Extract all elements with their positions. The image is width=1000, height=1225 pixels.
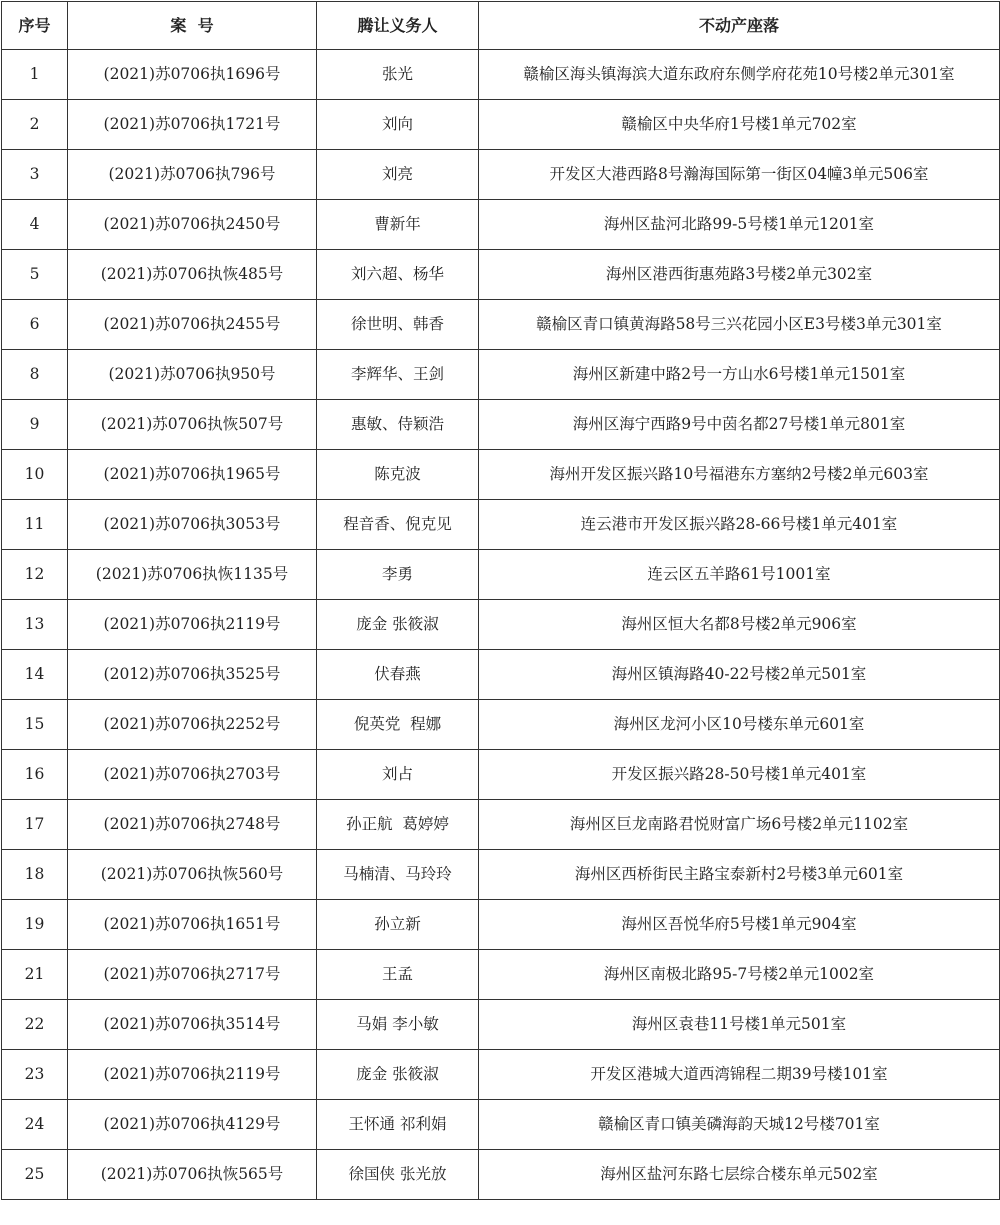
cell-property-location: 海州区港西街惠苑路3号楼2单元302室 bbox=[479, 250, 1000, 300]
cell-property-location: 连云港市开发区振兴路28-66号楼1单元401室 bbox=[479, 500, 1000, 550]
cell-property-location: 开发区港城大道西湾锦程二期39号楼101室 bbox=[479, 1050, 1000, 1100]
table-row bbox=[2, 350, 1000, 400]
cell-case-number: (2021)苏0706执2748号 bbox=[68, 800, 317, 850]
table-row bbox=[2, 450, 1000, 500]
table-row bbox=[2, 400, 1000, 450]
cell-property-location: 海州区巨龙南路君悦财富广场6号楼2单元1102室 bbox=[479, 800, 1000, 850]
cell-obligor: 张光 bbox=[317, 50, 479, 100]
cell-property-location: 开发区大港西路8号瀚海国际第一街区04幢3单元506室 bbox=[479, 150, 1000, 200]
cell-case-number: (2021)苏0706执796号 bbox=[68, 150, 317, 200]
cell-serial-number: 24 bbox=[2, 1100, 68, 1150]
cell-case-number: (2021)苏0706执2450号 bbox=[68, 200, 317, 250]
header-serial-number: 序号 bbox=[2, 2, 68, 50]
cell-case-number: (2021)苏0706执3053号 bbox=[68, 500, 317, 550]
cell-property-location: 海州区新建中路2号一方山水6号楼1单元1501室 bbox=[479, 350, 1000, 400]
cell-property-location: 海州区盐河北路99-5号楼1单元1201室 bbox=[479, 200, 1000, 250]
cell-serial-number: 12 bbox=[2, 550, 68, 600]
cell-obligor: 徐世明、韩香 bbox=[317, 300, 479, 350]
cell-obligor: 庞金 张筱淑 bbox=[317, 1050, 479, 1100]
cell-property-location: 连云区五羊路61号1001室 bbox=[479, 550, 1000, 600]
cell-case-number: (2021)苏0706执1651号 bbox=[68, 900, 317, 950]
cell-serial-number: 15 bbox=[2, 700, 68, 750]
cell-obligor: 刘向 bbox=[317, 100, 479, 150]
cell-serial-number: 13 bbox=[2, 600, 68, 650]
cell-case-number: (2021)苏0706执1965号 bbox=[68, 450, 317, 500]
cell-serial-number: 11 bbox=[2, 500, 68, 550]
cell-serial-number: 6 bbox=[2, 300, 68, 350]
header-case-number: 案 号 bbox=[68, 2, 317, 50]
table-row bbox=[2, 700, 1000, 750]
cell-case-number: (2021)苏0706执恢1135号 bbox=[68, 550, 317, 600]
cell-serial-number: 2 bbox=[2, 100, 68, 150]
cell-obligor: 孙正航 葛婷婷 bbox=[317, 800, 479, 850]
cell-obligor: 刘占 bbox=[317, 750, 479, 800]
cell-serial-number: 10 bbox=[2, 450, 68, 500]
cell-obligor: 刘六超、杨华 bbox=[317, 250, 479, 300]
table-row bbox=[2, 500, 1000, 550]
cell-obligor: 李勇 bbox=[317, 550, 479, 600]
cell-obligor: 倪英党 程娜 bbox=[317, 700, 479, 750]
cell-case-number: (2012)苏0706执3525号 bbox=[68, 650, 317, 700]
cell-property-location: 海州区袁巷11号楼1单元501室 bbox=[479, 1000, 1000, 1050]
cell-serial-number: 19 bbox=[2, 900, 68, 950]
cell-property-location: 海州区镇海路40-22号楼2单元501室 bbox=[479, 650, 1000, 700]
cell-property-location: 开发区振兴路28-50号楼1单元401室 bbox=[479, 750, 1000, 800]
cell-case-number: (2021)苏0706执恢565号 bbox=[68, 1150, 317, 1200]
cell-case-number: (2021)苏0706执恢507号 bbox=[68, 400, 317, 450]
table-row bbox=[2, 1000, 1000, 1050]
cell-serial-number: 3 bbox=[2, 150, 68, 200]
cell-property-location: 海州区龙河小区10号楼东单元601室 bbox=[479, 700, 1000, 750]
cell-case-number: (2021)苏0706执2119号 bbox=[68, 600, 317, 650]
cell-serial-number: 17 bbox=[2, 800, 68, 850]
header-obligor: 腾让义务人 bbox=[317, 2, 479, 50]
cell-obligor: 李辉华、王剑 bbox=[317, 350, 479, 400]
cell-serial-number: 4 bbox=[2, 200, 68, 250]
cell-case-number: (2021)苏0706执2119号 bbox=[68, 1050, 317, 1100]
table-row bbox=[2, 100, 1000, 150]
cell-case-number: (2021)苏0706执恢485号 bbox=[68, 250, 317, 300]
table-row bbox=[2, 650, 1000, 700]
cell-serial-number: 14 bbox=[2, 650, 68, 700]
table-row bbox=[2, 850, 1000, 900]
table-header-row bbox=[2, 2, 1000, 50]
cell-case-number: (2021)苏0706执恢560号 bbox=[68, 850, 317, 900]
cell-property-location: 赣榆区海头镇海滨大道东政府东侧学府花苑10号楼2单元301室 bbox=[479, 50, 1000, 100]
cell-case-number: (2021)苏0706执2703号 bbox=[68, 750, 317, 800]
cell-property-location: 海州区海宁西路9号中茵名都27号楼1单元801室 bbox=[479, 400, 1000, 450]
cell-case-number: (2021)苏0706执2252号 bbox=[68, 700, 317, 750]
table-row bbox=[2, 550, 1000, 600]
cell-obligor: 陈克波 bbox=[317, 450, 479, 500]
cell-obligor: 马楠清、马玲玲 bbox=[317, 850, 479, 900]
cell-obligor: 惠敏、侍颖浩 bbox=[317, 400, 479, 450]
cell-obligor: 伏春燕 bbox=[317, 650, 479, 700]
cell-serial-number: 21 bbox=[2, 950, 68, 1000]
table-row bbox=[2, 1150, 1000, 1200]
cell-obligor: 王孟 bbox=[317, 950, 479, 1000]
cell-obligor: 孙立新 bbox=[317, 900, 479, 950]
table-row bbox=[2, 1050, 1000, 1100]
table-row bbox=[2, 300, 1000, 350]
cell-serial-number: 18 bbox=[2, 850, 68, 900]
cell-obligor: 庞金 张筱淑 bbox=[317, 600, 479, 650]
cell-serial-number: 23 bbox=[2, 1050, 68, 1100]
cell-case-number: (2021)苏0706执3514号 bbox=[68, 1000, 317, 1050]
table-row bbox=[2, 150, 1000, 200]
cell-case-number: (2021)苏0706执2717号 bbox=[68, 950, 317, 1000]
cell-obligor: 徐国侠 张光放 bbox=[317, 1150, 479, 1200]
cell-obligor: 刘亮 bbox=[317, 150, 479, 200]
cell-serial-number: 8 bbox=[2, 350, 68, 400]
cell-case-number: (2021)苏0706执1721号 bbox=[68, 100, 317, 150]
cell-property-location: 赣榆区中央华府1号楼1单元702室 bbox=[479, 100, 1000, 150]
header-property-location: 不动产座落 bbox=[479, 2, 1000, 50]
table-row bbox=[2, 750, 1000, 800]
table-row bbox=[2, 900, 1000, 950]
cell-property-location: 海州区吾悦华府5号楼1单元904室 bbox=[479, 900, 1000, 950]
cell-serial-number: 5 bbox=[2, 250, 68, 300]
cell-case-number: (2021)苏0706执2455号 bbox=[68, 300, 317, 350]
cell-case-number: (2021)苏0706执950号 bbox=[68, 350, 317, 400]
cell-serial-number: 16 bbox=[2, 750, 68, 800]
table-row bbox=[2, 50, 1000, 100]
table-row bbox=[2, 200, 1000, 250]
cell-serial-number: 25 bbox=[2, 1150, 68, 1200]
cell-case-number: (2021)苏0706执1696号 bbox=[68, 50, 317, 100]
cell-property-location: 海州区恒大名都8号楼2单元906室 bbox=[479, 600, 1000, 650]
cell-obligor: 程音香、倪克见 bbox=[317, 500, 479, 550]
cell-obligor: 王怀通 祁利娟 bbox=[317, 1100, 479, 1150]
table-row bbox=[2, 250, 1000, 300]
cell-obligor: 曹新年 bbox=[317, 200, 479, 250]
cell-property-location: 赣榆区青口镇美磷海韵天城12号楼701室 bbox=[479, 1100, 1000, 1150]
cell-property-location: 海州区南极北路95-7号楼2单元1002室 bbox=[479, 950, 1000, 1000]
cell-case-number: (2021)苏0706执4129号 bbox=[68, 1100, 317, 1150]
cell-serial-number: 9 bbox=[2, 400, 68, 450]
table-row bbox=[2, 600, 1000, 650]
cell-obligor: 马娟 李小敏 bbox=[317, 1000, 479, 1050]
property-table bbox=[1, 1, 1000, 1200]
cell-property-location: 海州区西桥街民主路宝泰新村2号楼3单元601室 bbox=[479, 850, 1000, 900]
cell-property-location: 海州区盐河东路七层综合楼东单元502室 bbox=[479, 1150, 1000, 1200]
cell-property-location: 赣榆区青口镇黄海路58号三兴花园小区E3号楼3单元301室 bbox=[479, 300, 1000, 350]
cell-serial-number: 1 bbox=[2, 50, 68, 100]
cell-property-location: 海州开发区振兴路10号福港东方塞纳2号楼2单元603室 bbox=[479, 450, 1000, 500]
table-row bbox=[2, 800, 1000, 850]
table-row bbox=[2, 1100, 1000, 1150]
cell-serial-number: 22 bbox=[2, 1000, 68, 1050]
table-row bbox=[2, 950, 1000, 1000]
